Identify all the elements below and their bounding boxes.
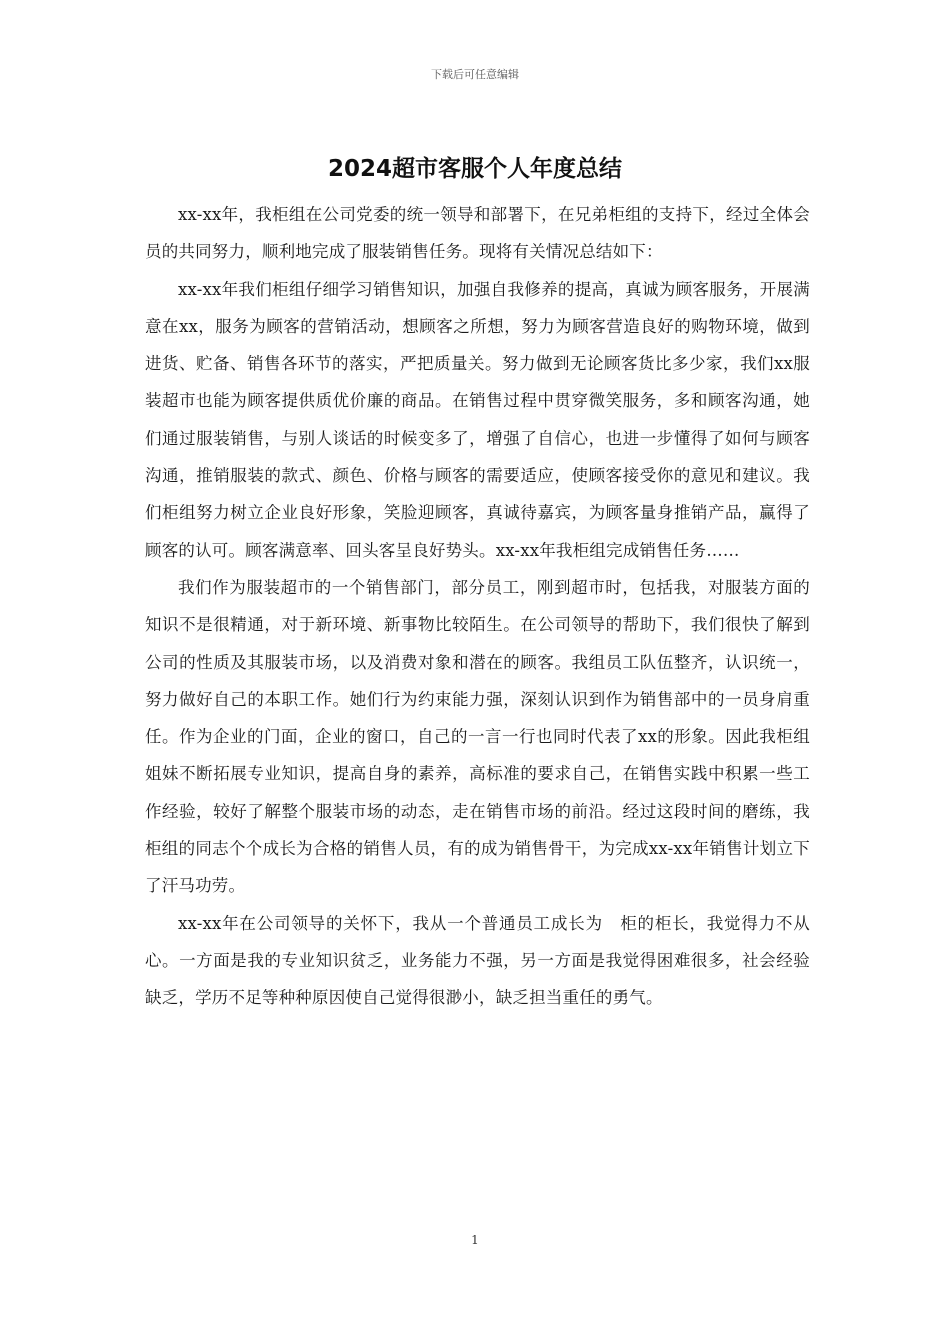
paragraph-team-growth: 我们作为服装超市的一个销售部门，部分员工，刚到超市时，包括我，对服装方面的知识不是很精通，对于新环境、新事物比较陌生。在公司领导的帮助下，我们很快了解到公司的性质及其服装市场，以及消费对象和潜在的顾客。我组员工队伍整齐，认识统一，努力做好自己的本职工作。她们行为约束能力强，深刻认识到作为销售部中的一员身肩重任。作为企业的门面，企业的窗口，自己的一言一行也同时代表了xx的形象。因此我柜组姐妹不断拓展专业知识，提高自身的素养，高标准的要求自己，在销售实践中积累一些工作经验，较好了解整个服装市场的动态，走在销售市场的前沿。经过这段时间的磨练，我柜组的同志个个成长为合格的销售人员，有的成为销售骨干，为完成xx-xx年销售计划立下了汗马功劳。 (145, 577, 810, 896)
document-title: 2024超市客服个人年度总结 (327, 156, 622, 182)
paragraph-intro: xx-xx年，我柜组在公司党委的统一领导和部署下，在兄弟柜组的支持下，经过全体会员的共同努力，顺利地完成了服装销售任务。现将有关情况总结如下： (145, 205, 810, 262)
paragraph-sales-work: xx-xx年我们柜组仔细学习销售知识，加强自我修养的提高，真诚为顾客服务，开展满意在xx，服务为顾客的营销活动，想顾客之所想，努力为顾客营造良好的购物环境，做到进货、贮备、销售各环节的落实，严把质量关。努力做到无论顾客货比多少家，我们xx服装超市也能为顾客提供质优价廉的商品。在销售过程中贯穿微笑服务，多和顾客沟通，她们通过服装销售，与别人谈话的时候变多了，增强了自信心，也进一步懂得了如何与顾客沟通，推销服装的款式、颜色、价格与顾客的需要适应，使顾客接受你的意见和建议。我们柜组努力树立企业良好形象，笑脸迎顾客，真诚待嘉宾，为顾客量身推销产品，赢得了顾客的认可。顾客满意率、回头客呈良好势头。xx-xx年我柜组完成销售任务…… (145, 279, 810, 560)
header-note: 下载后可任意编辑 (431, 68, 519, 81)
document-body (145, 196, 810, 1017)
paragraph-personal: xx-xx年在公司领导的关怀下，我从一个普通员工成长为 柜的柜长，我觉得力不从心。一方面是我的专业知识贫乏，业务能力不强，另一方面是我觉得困难很多，社会经验缺乏，学历不足等种种原因使自己觉得很渺小，缺乏担当重任的勇气。 (145, 913, 810, 1008)
page-number: 1 (471, 1233, 479, 1247)
